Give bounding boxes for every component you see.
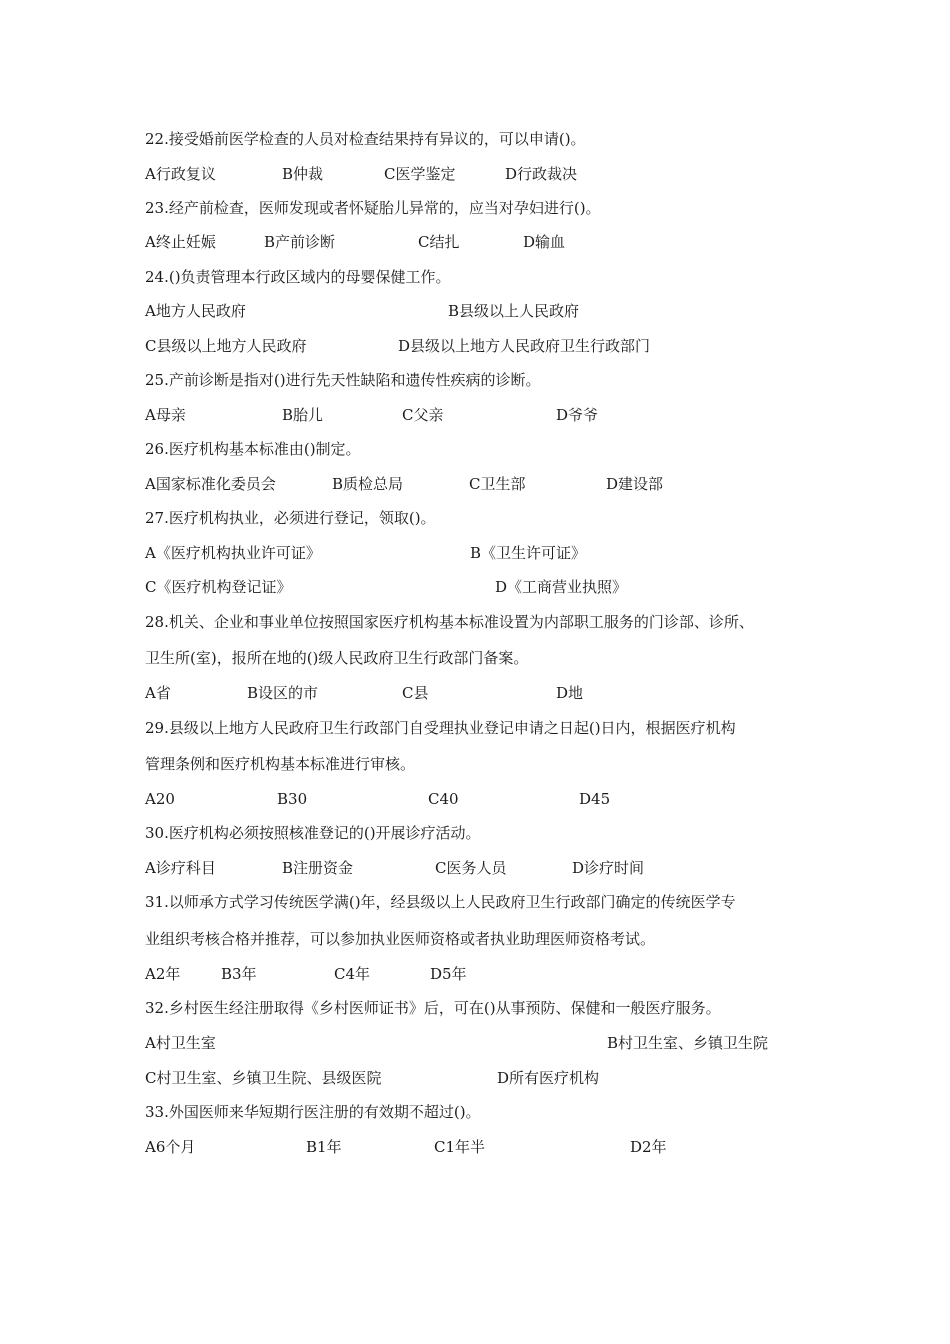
- question-28-option-c: C县: [402, 684, 429, 702]
- question-27-option-b: B《卫生许可证》: [470, 544, 587, 562]
- question-33-option-d: D2年: [630, 1138, 667, 1156]
- question-22-option-d: D行政裁决: [505, 165, 578, 183]
- question-26-option-b: B质检总局: [332, 475, 404, 493]
- question-32-option-b: B村卫生室、乡镇卫生院: [607, 1034, 769, 1052]
- question-23-option-c: C结扎: [418, 233, 460, 251]
- question-23-option-a: A终止妊娠: [145, 233, 216, 251]
- question-28-stem-line-2: 卫生所(室)，报所在地的()级人民政府卫生行政部门备案。: [145, 649, 529, 667]
- question-29-option-b: B30: [277, 790, 308, 808]
- question-23-stem: 23.经产前检查，医师发现或者怀疑胎儿异常的，应当对孕妇进行()。: [145, 199, 601, 217]
- question-22-option-c: C医学鉴定: [384, 165, 456, 183]
- question-23-option-b: B产前诊断: [264, 233, 336, 251]
- question-28-option-d: D地: [556, 684, 584, 702]
- question-29-option-c: C40: [428, 790, 459, 808]
- question-32-option-c: C村卫生室、乡镇卫生院、县级医院: [145, 1069, 382, 1087]
- question-27-option-a: A《医疗机构执业许可证》: [145, 544, 321, 562]
- question-28-option-a: A省: [145, 684, 171, 702]
- question-22-option-b: B仲裁: [282, 165, 324, 183]
- question-26-option-a: A国家标准化委员会: [145, 475, 276, 493]
- question-22-option-a: A行政复议: [145, 165, 216, 183]
- question-25-option-d: D爷爷: [556, 406, 599, 424]
- question-32-option-d: D所有医疗机构: [497, 1069, 600, 1087]
- question-29-stem-line-1: 29.县级以上地方人民政府卫生行政部门自受理执业登记申请之日起()日内，根据医疗机构: [145, 719, 736, 737]
- question-27-option-c: C《医疗机构登记证》: [145, 578, 292, 596]
- question-28-stem-line-1: 28.机关、企业和事业单位按照国家医疗机构基本标准设置为内部职工服务的门诊部、诊所、: [145, 613, 754, 631]
- question-22-stem: 22.接受婚前医学检查的人员对检查结果持有异议的，可以申请()。: [145, 130, 586, 148]
- question-33-stem: 33.外国医师来华短期行医注册的有效期不超过()。: [145, 1103, 481, 1121]
- question-31-option-d: D5年: [430, 965, 467, 983]
- question-32-option-a: A村卫生室: [145, 1034, 216, 1052]
- question-29-option-d: D45: [579, 790, 611, 808]
- question-30-option-a: A诊疗科目: [145, 859, 216, 877]
- question-26-option-c: C卫生部: [469, 475, 526, 493]
- question-25-option-a: A母亲: [145, 406, 186, 424]
- question-26-stem: 26.医疗机构基本标准由()制定。: [145, 440, 361, 458]
- question-25-option-c: C父亲: [402, 406, 444, 424]
- question-26-option-d: D建设部: [606, 475, 664, 493]
- question-24-option-d: D县级以上地方人民政府卫生行政部门: [398, 337, 651, 355]
- question-32-stem: 32.乡村医生经注册取得《乡村医师证书》后，可在()从事预防、保健和一般医疗服务。: [145, 999, 721, 1017]
- question-24-option-b: B县级以上人民政府: [448, 302, 580, 320]
- question-24-option-c: C县级以上地方人民政府: [145, 337, 307, 355]
- question-31-option-a: A2年: [145, 965, 181, 983]
- question-25-stem: 25.产前诊断是指对()进行先天性缺陷和遗传性疾病的诊断。: [145, 371, 541, 389]
- question-33-option-a: A6个月: [145, 1138, 196, 1156]
- question-29-option-a: A20: [145, 790, 175, 808]
- question-24-stem: 24.()负责管理本行政区域内的母婴保健工作。: [145, 268, 451, 286]
- question-33-option-b: B1年: [306, 1138, 342, 1156]
- question-25-option-b: B胎儿: [282, 406, 324, 424]
- question-28-option-b: B设区的市: [247, 684, 319, 702]
- question-27-stem: 27.医疗机构执业，必须进行登记，领取()。: [145, 509, 436, 527]
- question-24-option-a: A地方人民政府: [145, 302, 246, 320]
- question-30-stem: 30.医疗机构必须按照核准登记的()开展诊疗活动。: [145, 824, 481, 842]
- question-31-option-c: C4年: [334, 965, 371, 983]
- question-33-option-c: C1年半: [434, 1138, 486, 1156]
- question-27-option-d: D《工商营业执照》: [495, 578, 628, 596]
- question-29-stem-line-2: 管理条例和医疗机构基本标准进行审核。: [145, 755, 416, 773]
- question-30-option-d: D诊疗时间: [572, 859, 645, 877]
- question-31-stem-line-1: 31.以师承方式学习传统医学满()年，经县级以上人民政府卫生行政部门确定的传统医学专: [145, 893, 736, 911]
- question-23-option-d: D输血: [523, 233, 566, 251]
- question-31-option-b: B3年: [221, 965, 257, 983]
- question-31-stem-line-2: 业组织考核合格并推荐，可以参加执业医师资格或者执业助理医师资格考试。: [145, 930, 656, 948]
- question-30-option-c: C医务人员: [435, 859, 507, 877]
- question-30-option-b: B注册资金: [282, 859, 354, 877]
